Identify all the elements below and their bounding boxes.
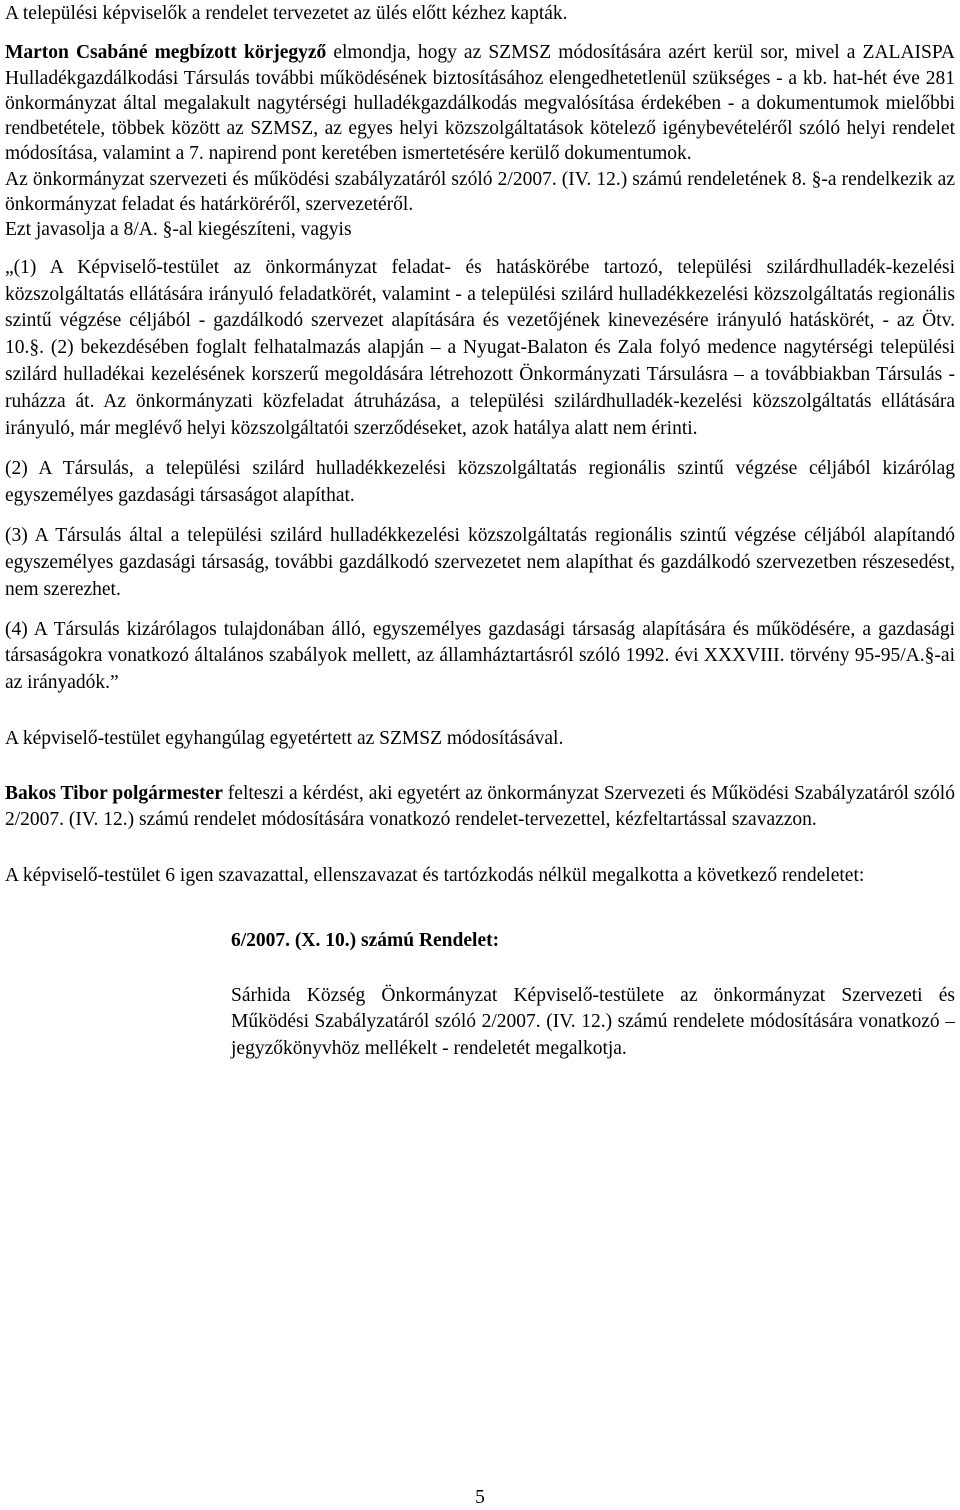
quote-paragraph-1: „(1) A Képviselő-testület az önkormányzat feladat- és hatáskörébe tartozó, települési szilárdhulladék-kezelési közszolgáltatás ellátására irányuló feladatkörét, valamint - a települési szilárd hulladékkezelési közszolgáltatás regionális szintű végzése céljából - gazdálkodó szervezet alapítására és vezetőjének kinevezésére irányuló hatáskörét, - az Ötv. 10.§. (2) bekezdésében foglalt felhatalmazás alapján – a Nyugat-Balaton és Zala folyó medence nagytérségi települési szilárd hulladékai kezelésének korszerű megoldására létrehozott Önkormányzati Társulásra – a továbbiakban Társulás - ruházza át. Az önkormányzati közfeladat átruházása, a települési szilárdhulladék-kezelési közszolgáltatás ellátására irányuló, már meglévő helyi közszolgáltatói szerződéseket, azok hatálya alatt nem érinti. xyxy=(5,256,955,440)
notary-name: Marton Csabáné megbízott körjegyző xyxy=(5,42,327,64)
notary-text: elmondja, hogy az SZMSZ módosítására azért kerül sor, mivel a ZALAISPA Hulladékgazdálkodási Társulás további működésének biztosításához elengedhetetlenül szükséges - a kb. hat-hét éve 281 önkormányzat által megalakult nagytérségi hulladékgazdálkodás megvalósítása érdekében - a dokumentumok mielőbbi rendbetétele, többek között az SZMSZ, az egyes helyi közszolgáltatások kötelező igénybevételéről szóló helyi rendelet módosítása, valamint a 7. napirend pont keretében ismertetésére kerülő dokumentumok. xyxy=(5,42,955,165)
intro-paragraph: A települési képviselők a rendelet tervezetet az ülés előtt kézhez kapták. xyxy=(5,3,568,24)
notary-paragraph xyxy=(5,40,955,166)
mayor-text: felteszi a kérdést, aki egyetért az önkormányzat Szervezeti és Működési Szabályzatáról szóló 2/2007. (IV. 12.) számú rendelet módosítására vonatkozó rendelet-tervezettel, kézfeltartással szavazzon. xyxy=(5,782,955,831)
notary-paragraph-3: Ezt javasolja a 8/A. §-al kiegészíteni, vagyis xyxy=(5,219,352,241)
agree-paragraph: A képviselő-testület egyhangúlag egyetértett az SZMSZ módosításával. xyxy=(5,728,564,750)
mayor-paragraph xyxy=(5,781,955,835)
page-number: 5 xyxy=(475,1487,485,1508)
decree-text: Sárhida Község Önkormányzat Képviselő-testülete az önkormányzat Szervezeti és Működési Szabályzatáról szóló 2/2007. (IV. 12.) számú rendelete módosítására vonatkozó – jegyzőkönyvhöz mellékelt - rendeletét megalkotja. xyxy=(231,984,955,1060)
decree-title: 6/2007. (X. 10.) számú Rendelet: xyxy=(231,930,500,952)
notary-paragraph-2: Az önkormányzat szervezeti és működési szabályzatáról szóló 2/2007. (IV. 12.) számú rendeletének 8. §-a rendelkezik az önkormányzat feladat és határköréről, szervezetéről. xyxy=(5,168,955,216)
quote-paragraph-4: (4) A Társulás kizárólagos tulajdonában álló, egyszemélyes gazdasági társaság alapítására és működésére, a gazdasági társaságokra vonatkozó általános szabályok mellett, az államháztartásról szóló 1992. évi XXXVIII. törvény 95-95/A.§-ai az irányadók.” xyxy=(5,618,955,694)
mayor-name: Bakos Tibor polgármester xyxy=(5,782,223,804)
quote-paragraph-2: (2) A Társulás, a települési szilárd hulladékkezelési közszolgáltatás regionális szintű végzése céljából kizárólag egyszemélyes gazdasági társaságot alapíthat. xyxy=(5,458,955,506)
vote-paragraph: A képviselő-testület 6 igen szavazattal, ellenszavazat és tartózkodás nélkül megalkotta a következő rendeletet: xyxy=(5,865,865,887)
quote-paragraph-3: (3) A Társulás által a települési szilárd hulladékkezelési közszolgáltatás regionális szintű végzése céljából alapítandó egyszemélyes gazdasági társaság, további gazdálkodó szervezetet nem alapíthat és gazdálkodó szervezetben részesedést, nem szerezhet. xyxy=(5,524,955,600)
document-page xyxy=(5,0,955,1063)
